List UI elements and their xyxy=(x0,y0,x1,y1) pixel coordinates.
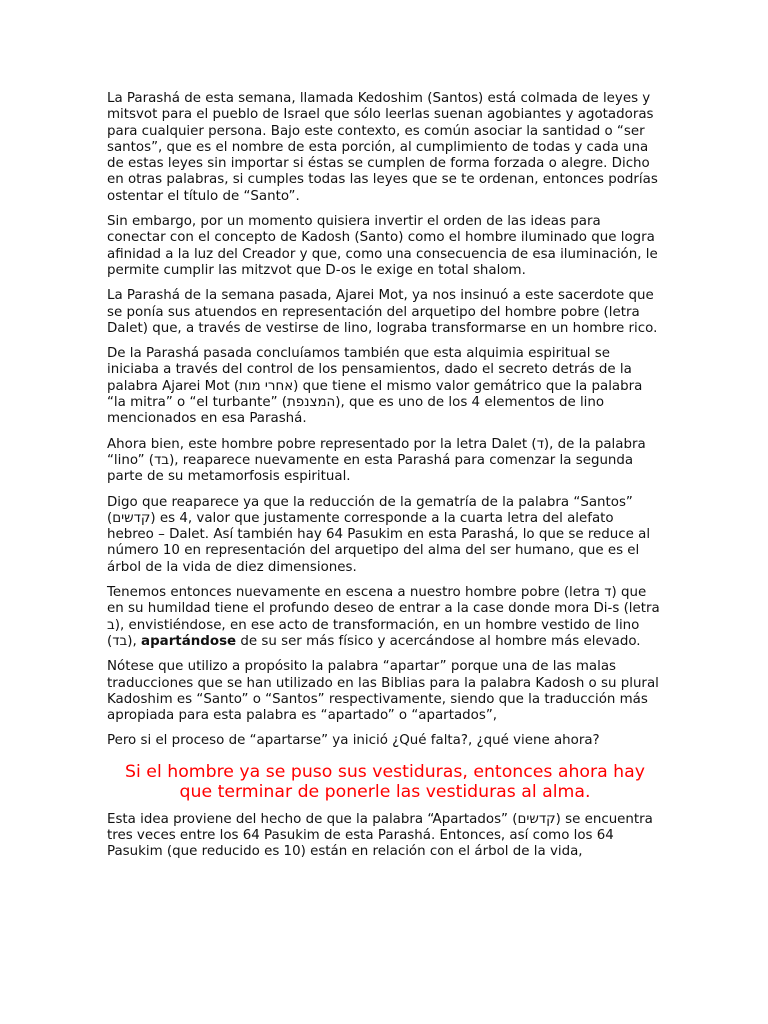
paragraph-1: La Parashá de esta semana, llamada Kedoshim (Santos) está colmada de leyes y mitsvot para el pueblo de Israel que sólo leerlas suenan agobiantes y agotadoras para cualquier persona. Bajo este contexto, es común asociar la santidad o “ser santos”, que es el nombre de esta porción, al cumplimiento de todas y cada una de estas leyes sin importar si éstas se cumplen de forma forzada o alegre. Dicho en otras palabras, si cumples todas las leyes que se te ordenan, entonces podrías ostentar el título de “Santo”. xyxy=(107,91,658,204)
paragraph-2: Sin embargo, por un momento quisiera invertir el orden de las ideas para conectar con el concepto de Kadosh (Santo) como el hombre iluminado que logra afinidad a la luz del Creador y que, como una consecuencia de esa iluminación, le permite cumplir las mitzvot que D-os le exige en total shalom. xyxy=(107,214,658,278)
paragraph-8: Nótese que utilizo a propósito la palabra “apartar” porque una de las malas traducciones que se han utilizado en las Biblias para la palabra Kadosh o su plural Kadoshim es “Santo” o “Santos” respectivamente, siendo que la traducción más apropiada para esta palabra es “apartado” o “apartados”, xyxy=(107,659,659,724)
paragraph-final: Esta idea proviene del hecho de que la palabra “Apartados” (קדשים) se encuentra tres veces entre los 64 Pasukim de esta Parashá. Entonces, así como los 64 Pasukim (que reducido es 10) están en relación con el árbol de la vida, xyxy=(107,811,653,860)
document-page xyxy=(107,91,663,870)
paragraph-4: De la Parashá pasada concluíamos también que esta alquimia espiritual se iniciaba a través del control de los pensamientos, dado el secreto detrás de la palabra Ajarei Mot (אחרי מות) que tiene el mismo valor gemátrico que la palabra “la mitra” o “el turbante” (המצנפת), que es uno de los 4 elementos de lino mencionados en esa Parashá. xyxy=(107,346,643,427)
paragraph-7-bold-word: apartándose xyxy=(141,633,237,649)
paragraph-3: La Parashá de la semana pasada, Ajarei Mot, ya nos insinuó a este sacerdote que se ponía sus atuendos en representación del arquetipo del hombre pobre (letra Dalet) que, a través de vestirse de lino, lograba transformarse en un hombre rico. xyxy=(107,288,658,336)
highlighted-quote: Si el hombre ya se puso sus vestiduras, entonces ahora hay que terminar de ponerle las vestiduras al alma. xyxy=(125,761,645,803)
paragraph-5: Ahora bien, este hombre pobre representado por la letra Dalet (ד), de la palabra “lino” (בד), reaparece nuevamente en esta Parashá para comenzar la segunda parte de su metamorfosis espiritual. xyxy=(107,436,646,485)
paragraph-9: Pero si el proceso de “apartarse” ya inició ¿Qué falta?, ¿qué viene ahora? xyxy=(107,733,600,749)
paragraph-7 xyxy=(107,585,663,650)
paragraph-7-before: Tenemos entonces nuevamente en escena a nuestro hombre pobre (letra ד) que en su humildad tiene el profundo deseo de entrar a la case donde mora Di-s (letra ב), envistiéndose, en ese acto de transformación, en un hombre vestido de lino (בד), xyxy=(107,585,660,649)
paragraph-7-after: de su ser más físico y acercándose al hombre más elevado. xyxy=(236,633,641,649)
paragraph-6: Digo que reaparece ya que la reducción de la gematría de la palabra “Santos” (קדשים) es 4, valor que justamente corresponde a la cuarta letra del alefato hebreo – Dalet. Así también hay 64 Pasukim en esta Parashá, lo que se reduce al número 10 en representación del arquetipo del alma del ser humano, que es el árbol de la vida de diez dimensiones. xyxy=(107,494,651,575)
